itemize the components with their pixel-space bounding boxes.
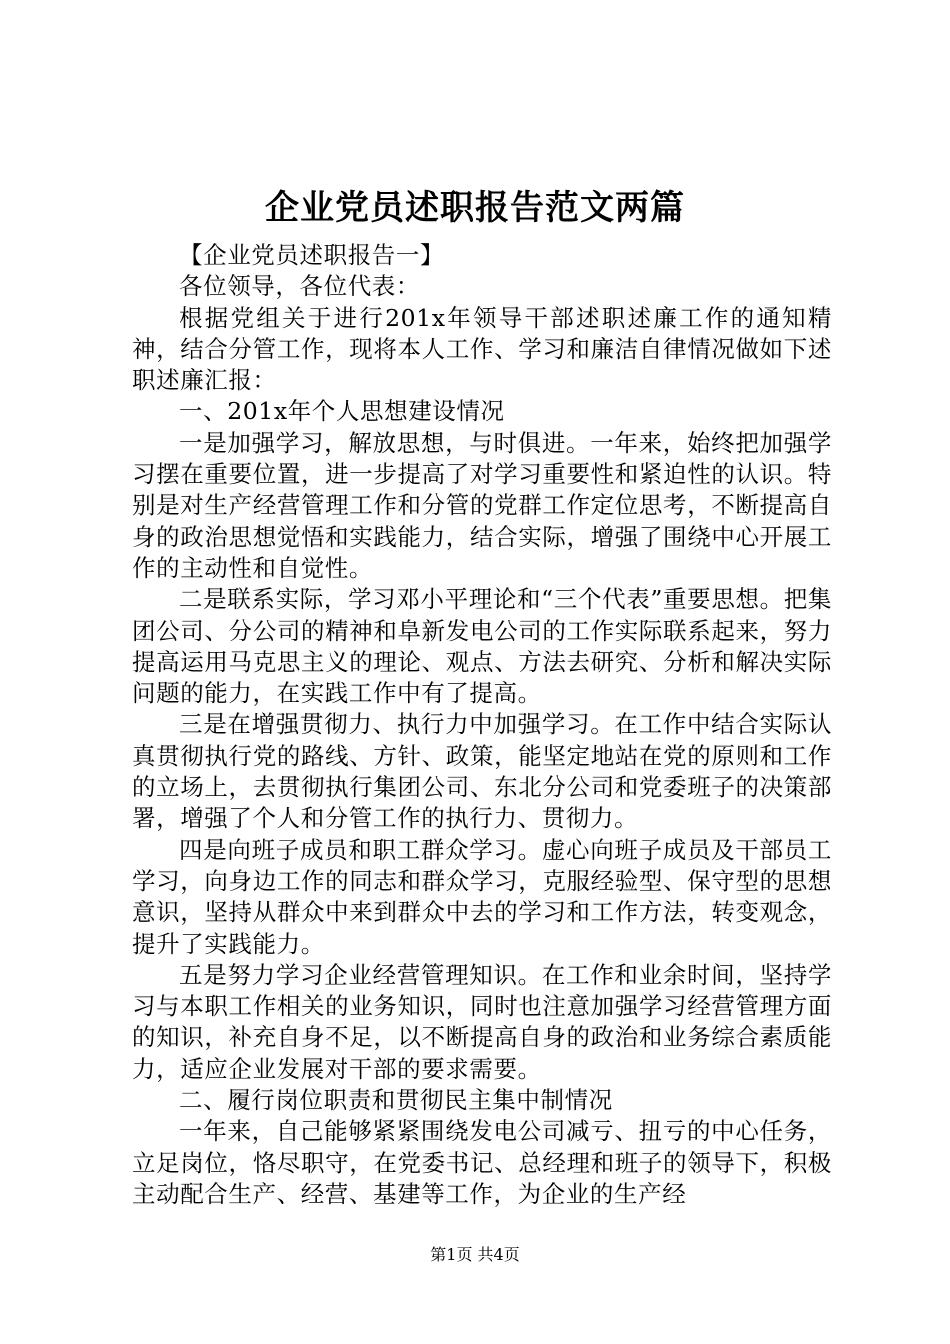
section-heading-duties: 二、履行岗位职责和贯彻民主集中制情况 <box>179 1086 613 1115</box>
paragraph-point-four: 四是向班子成员和职工群众学习。虚心向班子成员及干部员工学习，向身边工作的同志和群众学习，克服经验型、保守型的思想意识，坚持从群众中来到群众中去的学习和工作方法，转变观念，提升了实践能力。 <box>132 835 832 958</box>
document-body <box>132 240 832 1210</box>
paragraph-point-five: 五是努力学习企业经营管理知识。在工作和业余时间，坚持学习与本职工作相关的业务知识，同时也注意加强学习经营管理方面的知识，补充自身不足，以不断提高自身的政治和业务综合素质能力，适应企业发展对干部的要求需要。 <box>132 960 832 1083</box>
document-title: 企业党员述职报告范文两篇 <box>265 188 685 228</box>
section-heading-report-one: 【企业党员述职报告一】 <box>179 241 445 269</box>
intro-paragraph: 根据党组关于进行201x年领导干部述职述廉工作的通知精神，结合分管工作，现将本人工作、学习和廉洁自律情况做如下述职述廉汇报： <box>132 303 832 395</box>
paragraph-duties: 一年来，自己能够紧紧围绕发电公司减亏、扭亏的中心任务，立足岗位，恪尽职守，在党委书记、总经理和班子的领导下，积极主动配合生产、经营、基建等工作，为企业的生产经 <box>132 1117 832 1208</box>
page-number-footer: 第1页 共4页 <box>430 1245 520 1264</box>
paragraph-point-one: 一是加强学习，解放思想，与时俱进。一年来，始终把加强学习摆在重要位置，进一步提高了对学习重要性和紧迫性的认识。特别是对生产经营管理工作和分管的党群工作定位思考，不断提高自身的政治思想觉悟和实践能力，结合实际，增强了围绕中心开展工作的主动性和自觉性。 <box>132 428 832 582</box>
salutation: 各位领导，各位代表： <box>179 272 420 301</box>
paragraph-point-two: 二是联系实际，学习邓小平理论和“三个代表”重要思想。把集团公司、分公司的精神和阜新发电公司的工作实际联系起来，努力提高运用马克思主义的理论、观点、方法去研究、分析和解决实际问题的能力，在实践工作中有了提高。 <box>132 585 832 708</box>
section-heading-ideology: 一、201x年个人思想建设情况 <box>179 397 505 426</box>
paragraph-point-three: 三是在增强贯彻力、执行力中加强学习。在工作中结合实际认真贯彻执行党的路线、方针、政策，能坚定地站在党的原则和工作的立场上，去贯彻执行集团公司、东北分公司和党委班子的决策部署，增强了个人和分管工作的执行力、贯彻力。 <box>132 710 832 833</box>
